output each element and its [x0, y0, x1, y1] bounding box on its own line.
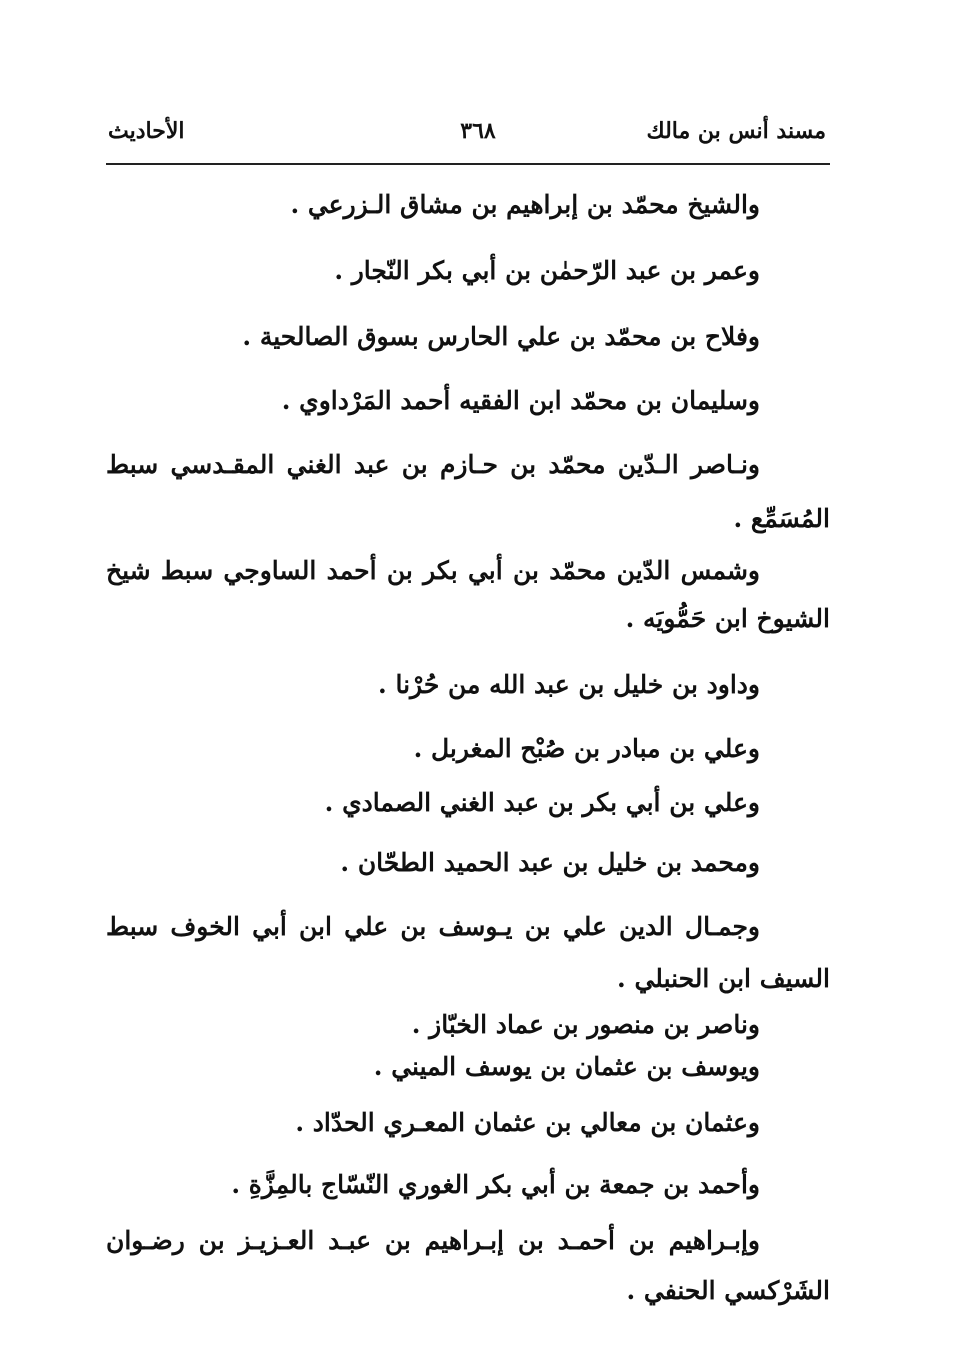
text-line: وإبـراهيم بن أحمـد بن إبـراهيم بن عبـد العـزيـز بن رضـوان	[106, 1226, 760, 1255]
text-line: وجمـال الدين علي بن يـوسف بن علي ابن أبي الخوف سبط	[106, 912, 760, 941]
text-line: وعثمان بن معالي بن عثمان المعـري الحدّاد .	[295, 1108, 760, 1137]
text-line: وشمس الدّين محمّد بن أبي بكر بن أحمد الساوجي سبط شيخ	[106, 556, 760, 585]
text-line: ومحمد بن خليل بن عبد الحميد الطحّان .	[340, 848, 760, 877]
text-line: وعمر بن عبد الرّحمٰن بن أبي بكر النّجار .	[334, 256, 760, 285]
page-number: ٣٦٨	[460, 118, 496, 144]
book-title: مسند أنس بن مالك	[646, 118, 826, 144]
text-line: ونـاصر الـدّين محمّد بن حـازم بن عبد الغني المقـدسي سبط	[106, 450, 760, 479]
text-line: وأحمد بن جمعة بن أبي بكر الغوري النّسّاج بالمِزَّةِ .	[231, 1170, 760, 1199]
section-title: الأحاديث	[108, 118, 185, 144]
text-line: السيف ابن الحنبلي .	[617, 964, 830, 993]
text-line: وعلي بن مبادر بن صُبْح المغربل .	[413, 734, 760, 763]
text-line: وناصر بن منصور بن عماد الخبّاز .	[411, 1010, 760, 1039]
text-line: وفلاح بن محمّد بن علي الحارس بسوق الصالحية .	[242, 322, 760, 351]
text-line: المُسَمِّع .	[733, 504, 830, 533]
header-divider	[106, 163, 830, 165]
text-line: وسليمان بن محمّد ابن الفقيه أحمد المَرْداوي .	[281, 386, 760, 415]
text-line: وداود بن خليل بن عبد الله من حُرْنا .	[378, 670, 760, 699]
text-line: والشيخ محمّد بن إبراهيم بن مشاق الـزرعي .	[290, 190, 760, 219]
text-line: الشَرْكسي الحنفي .	[626, 1276, 830, 1305]
text-line: وعلي بن أبي بكر بن عبد الغني الصمادي .	[324, 788, 760, 817]
text-line: ويوسف بن عثمان بن يوسف الميني .	[373, 1052, 760, 1081]
text-line: الشيوخ ابن حَمُّويَه .	[625, 604, 830, 633]
